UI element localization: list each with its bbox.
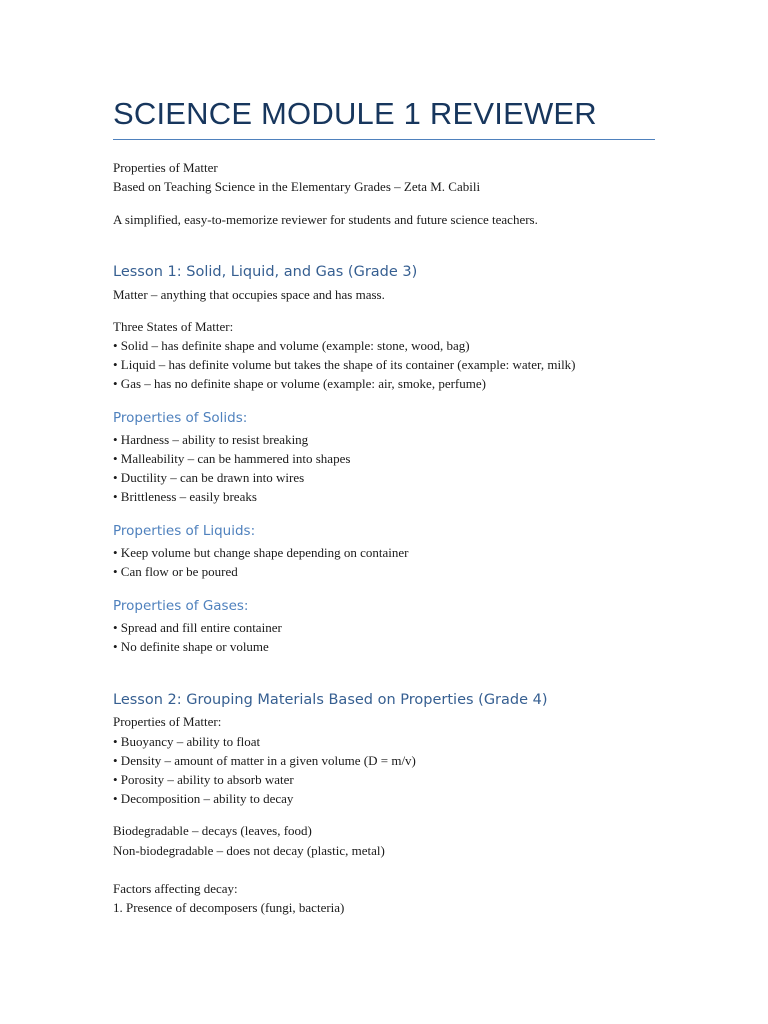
list-item: • Hardness – ability to resist breaking [113,432,309,447]
list-item: 1. Presence of decomposers (fungi, bacteria) [113,900,345,915]
page-title: SCIENCE MODULE 1 REVIEWER [113,96,597,131]
props-label: Properties of Matter: [113,714,222,729]
list-item: • No definite shape or volume [113,639,269,654]
factors-label: Factors affecting decay: [113,881,238,896]
list-item: • Liquid – has definite volume but takes the shape of its container (example: water, milk) [113,357,576,372]
lesson2-heading: Lesson 2: Grouping Materials Based on Properties (Grade 4) [113,692,548,708]
list-item: • Can flow or be poured [113,564,238,579]
title-underline [113,139,655,140]
list-item: • Spread and fill entire container [113,620,282,635]
list-item: • Decomposition – ability to decay [113,791,294,806]
matter-definition: Matter – anything that occupies space and has mass. [113,287,385,302]
states-label: Three States of Matter: [113,319,234,334]
list-item: • Gas – has no definite shape or volume (example: air, smoke, perfume) [113,376,486,391]
lesson1-heading: Lesson 1: Solid, Liquid, and Gas (Grade 3) [113,264,418,280]
list-item: • Solid – has definite shape and volume (example: stone, wood, bag) [113,338,470,353]
list-item: • Ductility – can be drawn into wires [113,470,305,485]
list-item: • Density – amount of matter in a given volume (D = m/v) [113,753,416,768]
intro-line-1: Properties of Matter [113,160,218,175]
list-item: • Keep volume but change shape depending on container [113,545,409,560]
non-biodegradable-line: Non-biodegradable – does not decay (plastic, metal) [113,843,385,858]
gases-heading: Properties of Gases: [113,598,249,614]
intro-line-2: Based on Teaching Science in the Elementary Grades – Zeta M. Cabili [113,179,481,194]
liquids-heading: Properties of Liquids: [113,523,256,539]
intro-line-3: A simplified, easy-to-memorize reviewer for students and future science teachers. [113,212,538,227]
list-item: • Buoyancy – ability to float [113,734,261,749]
list-item: • Porosity – ability to absorb water [113,772,294,787]
solids-heading: Properties of Solids: [113,410,248,426]
list-item: • Malleability – can be hammered into shapes [113,451,351,466]
list-item: • Brittleness – easily breaks [113,489,257,504]
biodegradable-line: Biodegradable – decays (leaves, food) [113,823,312,838]
